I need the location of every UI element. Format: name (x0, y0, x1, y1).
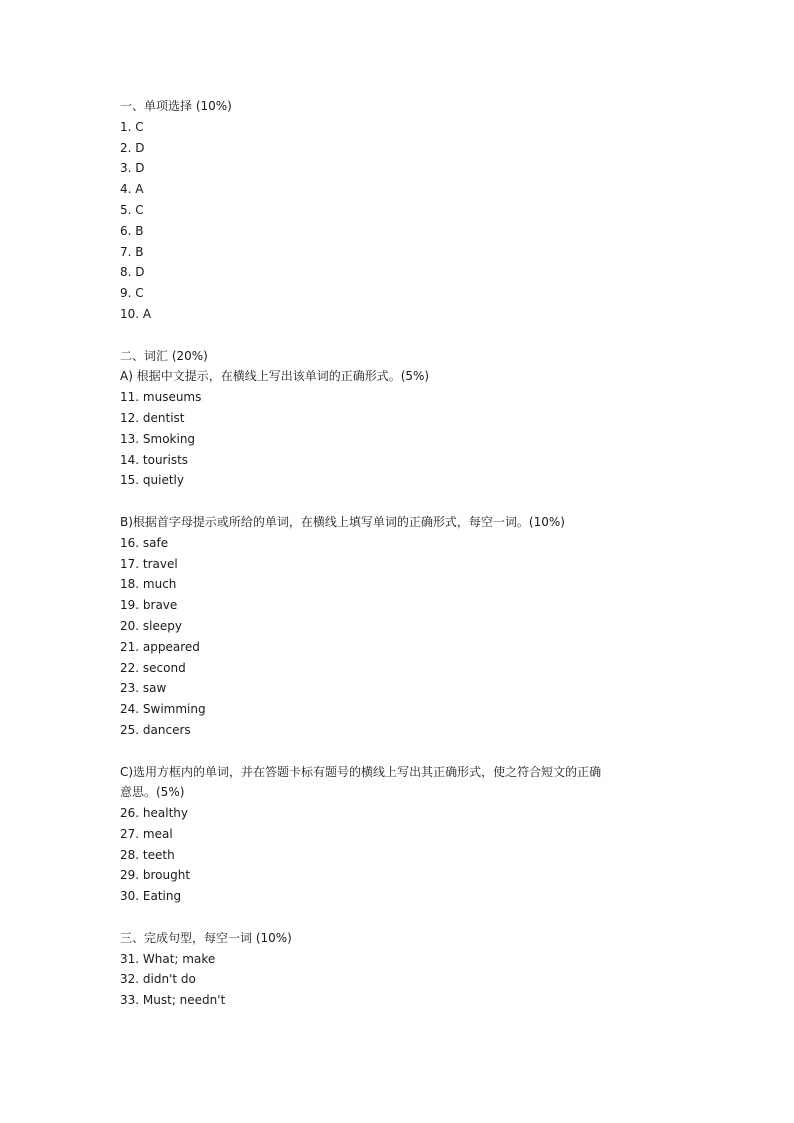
answer-item: 1. C (120, 119, 144, 134)
answer-item: 8. D (120, 265, 145, 280)
spacer (120, 491, 690, 512)
answer-item: 21. appeared (120, 639, 200, 654)
answer-item: 31. What; make (120, 951, 216, 966)
answer-item: 20. sleepy (120, 618, 182, 633)
spacer (120, 741, 690, 762)
spacer (120, 907, 690, 928)
section1-heading: 一、单项选择 (10%) (120, 99, 232, 113)
answer-item: 15. quietly (120, 473, 184, 488)
answer-item: 9. C (120, 286, 144, 301)
answer-item: 12. dentist (120, 410, 185, 425)
answer-item: 27. meal (120, 826, 173, 841)
section2c-instruction-line2: 意思。(5%) (120, 785, 185, 800)
answer-item: 28. teeth (120, 847, 175, 862)
answer-item: 11. museums (120, 390, 202, 405)
answer-item: 13. Smoking (120, 431, 196, 446)
answer-item: 33. Must; needn't (120, 993, 226, 1008)
section1-answers (120, 117, 690, 325)
answer-item: 16. safe (120, 535, 169, 550)
spacer (120, 325, 690, 346)
answer-item: 23. saw (120, 681, 167, 696)
section2-heading: 二、词汇 (20%) (120, 348, 208, 363)
answer-item: 22. second (120, 660, 186, 675)
section2c-instruction-line1: C)选用方框内的单词，并在答题卡标有题号的横线上写出其正确形式，使之符合短文的正确 (120, 764, 602, 779)
answer-item: 6. B (120, 223, 144, 238)
section3-answers (120, 949, 690, 1011)
section2c-answers (120, 803, 690, 907)
answer-item: 29. brought (120, 868, 191, 883)
answer-item: 14. tourists (120, 452, 189, 467)
answer-item: 10. A (120, 306, 152, 321)
answer-item: 25. dancers (120, 722, 191, 737)
answer-item: 18. much (120, 577, 177, 592)
section2b-answers (120, 533, 690, 741)
answer-item: 30. Eating (120, 889, 182, 904)
answer-key-document (120, 96, 690, 1011)
answer-item: 3. D (120, 161, 145, 176)
answer-item: 4. A (120, 182, 144, 197)
section3-heading: 三、完成句型，每空一词 (10%) (120, 930, 292, 945)
answer-item: 17. travel (120, 556, 178, 571)
answer-item: 24. Swimming (120, 702, 206, 717)
answer-item: 32. didn't do (120, 972, 196, 987)
answer-item: 2. D (120, 140, 145, 155)
answer-item: 26. healthy (120, 806, 188, 821)
answer-item: 7. B (120, 244, 144, 259)
section2b-instruction: B)根据首字母提示或所给的单词，在横线上填写单词的正确形式，每空一词。(10%) (120, 514, 565, 529)
section2a-answers (120, 387, 690, 491)
answer-item: 19. brave (120, 598, 178, 613)
section2a-instruction: A) 根据中文提示，在横线上写出该单词的正确形式。(5%) (120, 369, 430, 384)
answer-item: 5. C (120, 202, 144, 217)
